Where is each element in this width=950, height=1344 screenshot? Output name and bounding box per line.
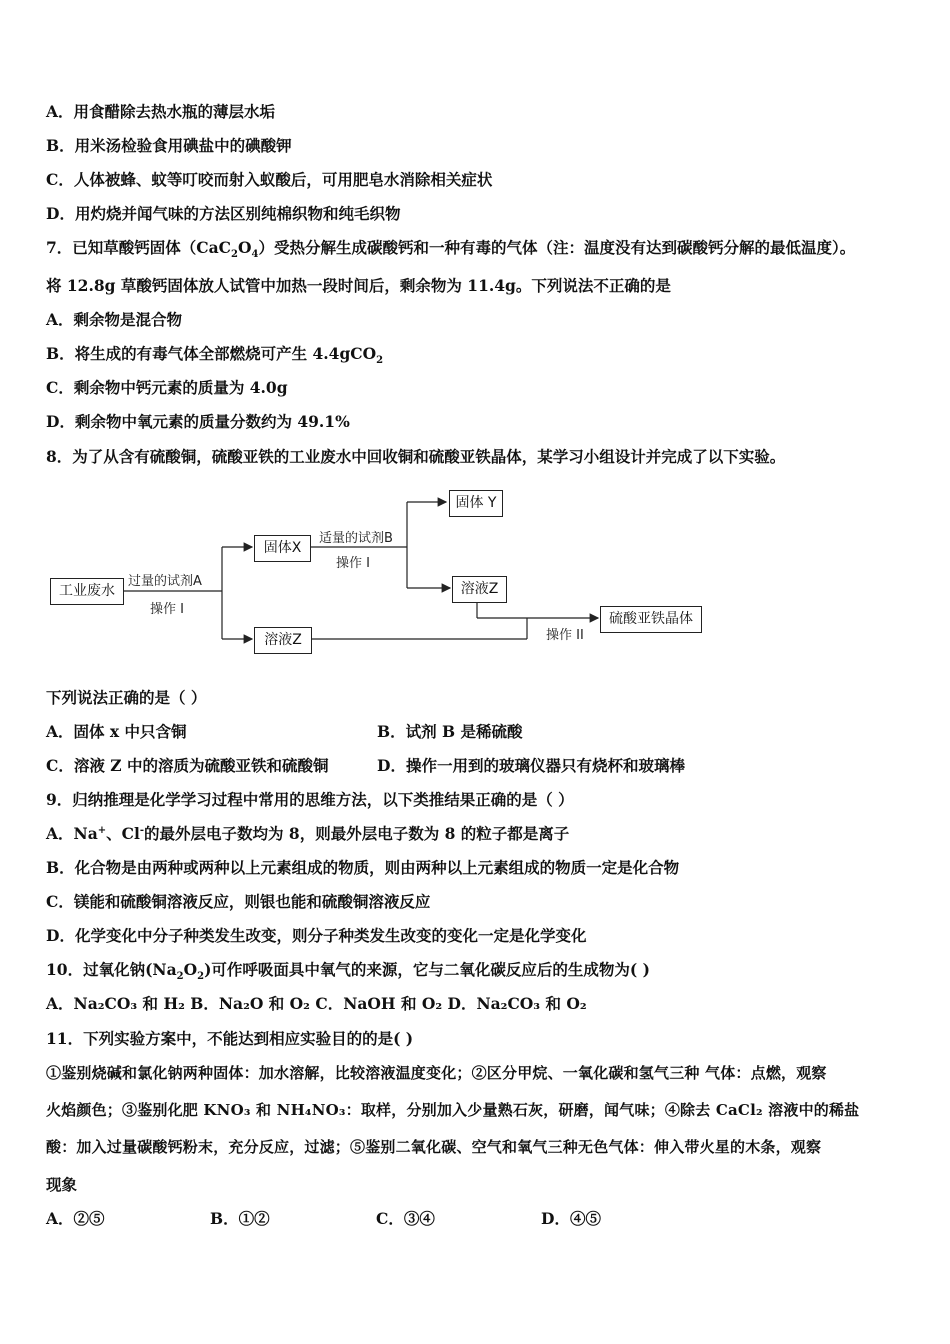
q11-body-line3: 酸：加入过量碳酸钙粉末，充分反应，过滤；⑤鉴别二氧化碳、空气和氧气三种无色气体：伸入带火星的木条，观察 [46,1138,822,1156]
q9-option-b: B．化合物是由两种或两种以上元素组成的物质，则由两种以上元素组成的物质一定是化合物 [46,858,680,877]
q7-option-a: A．剩余物是混合物 [46,310,183,329]
q10-options: A．Na₂CO₃ 和 H₂ B．Na₂O 和 O₂ C．NaOH 和 O₂ D．Na₂CO₃ 和 O₂ [46,994,587,1013]
q7-option-b: B．将生成的有毒气体全部燃烧可产生 4.4gCO$_2$ [46,344,384,367]
q7-stem-line2: 将 12.8g 草酸钙固体放人试管中加热一段时间后，剩余物为 11.4g。下列说法不正确的是 [46,276,671,295]
q11-body-line4: 现象 [46,1175,78,1194]
waste-water-box: 工业废水 [50,578,124,605]
q7-option-d: D．剩余物中氧元素的质量分数约为 49.1% [46,412,350,431]
q11-stem: 11．下列实验方案中，不能达到相应实验目的的是( ) [46,1029,414,1048]
q8-option-a: A．固体 x 中只含铜 [46,722,187,741]
q11-option-b: B．①② [210,1209,270,1228]
operation-2-label: 操作 II [546,628,584,643]
q7-stem-line1: 7．已知草酸钙固体$(CaC_2O_4)$受热分解生成碳酸钙和一种有毒的气体（注：温度没有达到碳酸钙分解的最低温度）。 [46,238,856,261]
solid-y-box: 固体 Y [449,490,503,517]
q8-stem: 8．为了从含有硫酸铜，硫酸亚铁的工业废水中回收铜和硫酸亚铁晶体，某学习小组设计并完成了以下实验。 [46,447,786,466]
q6-option-c: C．人体被蜂、蚊等叮咬而射入蚁酸后，可用肥皂水消除相关症状 [46,170,493,189]
solution-z-bottom-box: 溶液Z [254,627,312,654]
reagent-b-label: 适量的试剂B [319,531,393,546]
crystal-box: 硫酸亚铁晶体 [600,606,702,633]
operation-1-left-label: 操作 I [150,602,184,617]
q11-option-a: A．②⑤ [46,1209,105,1228]
q6-option-d: D．用灼烧并闻气味的方法区别纯棉织物和纯毛织物 [46,204,401,223]
q9-stem: 9．归纳推理是化学学习过程中常用的思维方法，以下类推结果正确的是（ ） [46,790,574,809]
q10-stem: 10．过氧化钠$(Na_2O_2)$可作呼吸面具中氧气的来源，它与二氧化碳反应后的生成物为( ) [46,960,650,983]
q8-question: 下列说法正确的是（ ） [46,688,207,707]
q6-option-a: A．用食醋除去热水瓶的薄层水垢 [46,102,276,121]
q11-body-line1: ①鉴别烧碱和氯化钠两种固体：加水溶解，比较溶液温度变化；②区分甲烷、一氧化碳和氢气三种 气体：点燃，观察 [46,1064,827,1082]
process-flow-diagram [0,480,950,670]
reagent-a-label: 过量的试剂A [128,574,202,589]
solution-z-top-box: 溶液Z [452,576,507,603]
q6-option-b: B．用米汤检验食用碘盐中的碘酸钾 [46,136,292,155]
q9-option-d: D．化学变化中分子种类发生改变，则分子种类发生改变的变化一定是化学变化 [46,926,587,945]
q9-option-a: A．Na+、Cl-的最外层电子数均为 8，则最外层电子数为 8 的粒子都是离子 [46,824,570,843]
q7-option-c: C．剩余物中钙元素的质量为 4.0g [46,378,288,397]
q11-option-d: D．④⑤ [541,1209,601,1228]
q11-body-line2: 火焰颜色；③鉴别化肥 KNO₃ 和 NH₄NO₃：取样，分别加入少量熟石灰，研磨，闻气味；④除去 CaCl₂ 溶液中的稀盐 [46,1101,860,1119]
q8-option-b: B．试剂 B 是稀硫酸 [377,722,523,741]
solid-x-box: 固体X [254,535,311,562]
q9-option-c: C．镁能和硫酸铜溶液反应，则银也能和硫酸铜溶液反应 [46,892,431,911]
q11-option-c: C．③④ [376,1209,435,1228]
q8-option-c: C．溶液 Z 中的溶质为硫酸亚铁和硫酸铜 [46,756,329,775]
operation-1-right-label: 操作 I [336,556,370,571]
q8-option-d: D．操作一用到的玻璃仪器只有烧杯和玻璃棒 [377,756,685,775]
